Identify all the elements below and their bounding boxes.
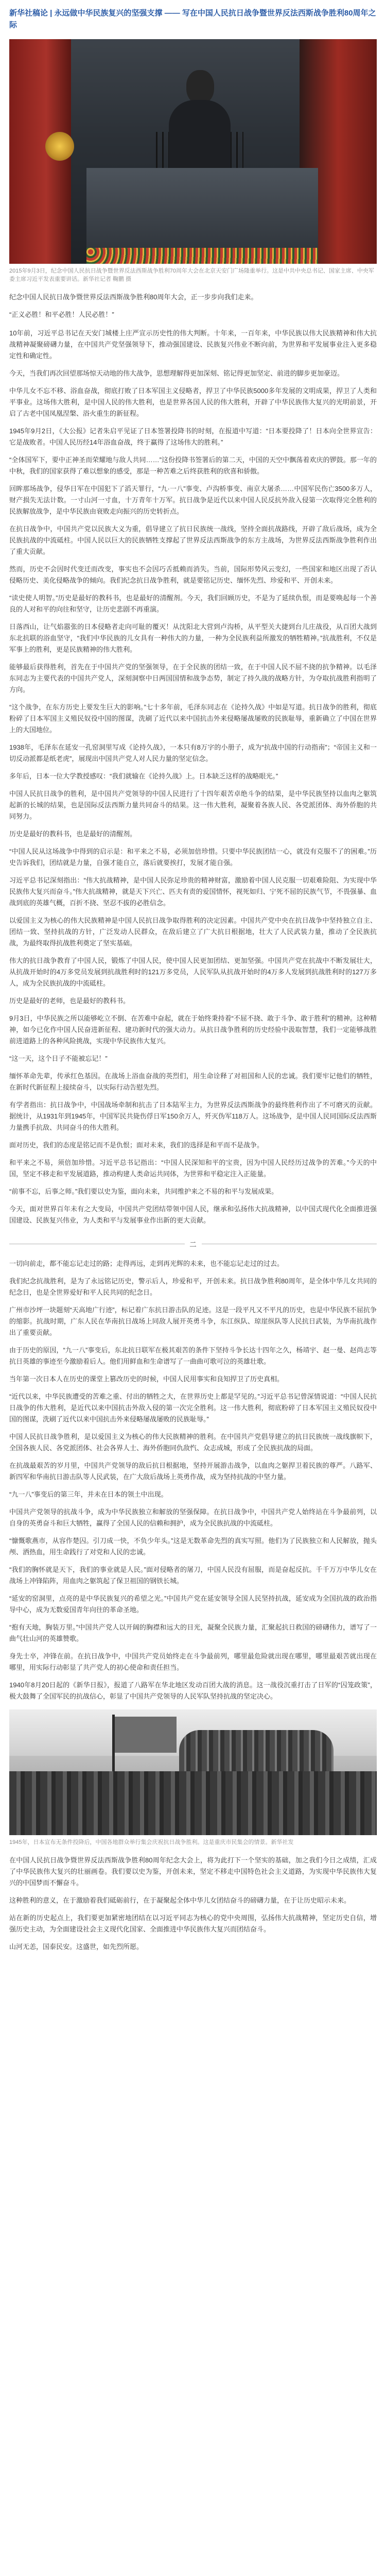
paragraph: 9月3日，中华民族之所以能够屹立不倒、在苦难中奋起，就在于始终秉持着“不屈不挠、敢于斗争、敢于胜利”的精神。这种精神，如今已化作中国人民奋进新征程、建功新时代的强大动力。从抗日战争胜利的历史经验中汲取智慧，我们一定能够战胜前进道路上的各种风险挑战，实现中华民族伟大复兴。 xyxy=(9,1014,377,1045)
paragraph: 1940年8月20日起的《新华日报》，报道了八路军在华北地区发动百团大战的消息。这一战役沉重打击了日军的“囚笼政策”，极大鼓舞了全国军民的抗战信心，彰显了中国共产党领导的人民军队坚持抗战的坚定决心。 xyxy=(9,1681,377,1700)
paragraph: “我们的胸怀就是天下，我们的事业就是人民。”面对侵略者的屠刀，中国人民没有屈服，而是奋起反抗。千千万万中华儿女在战场上冲锋陷阵，用血肉之躯筑起了保卫祖国的钢铁长城。 xyxy=(9,1566,377,1585)
paragraph: “九一八”事变后的第三年，并未在日本的领土中出现。 xyxy=(9,1490,168,1498)
paragraph: 一切向前走，都不能忘记走过的路；走得再远，走到再光辉的未来，也不能忘记走过的过去。 xyxy=(9,1260,284,1267)
paragraph: 1945年9月2日，《大公报》记者朱启平见证了日本签署投降书的时刻，在报道中写道：“日本要投降了！日本向全世界宣告：它是战败者。中国人民历经14年浴血奋战，终于赢得了这场伟大的胜利。” xyxy=(9,427,377,446)
paragraph: 历史是最好的教科书，也是最好的清醒剂。 xyxy=(9,830,137,838)
paragraph: 伟大的抗日战争教育了中国人民，锻炼了中国人民，使中国人民更加团结、更加坚强。中国共产党在抗战中不断发展壮大，从抗战开始时的4万多党员发展到抗战胜利时的121万多党员，人民军队从抗战开始时的4万多人发展到抗战胜利时的127万多人，成为全民族抗战的中流砥柱。 xyxy=(9,957,377,987)
paragraph: 10年前，习近平总书记在天安门城楼上庄严宣示历史性的伟大判断。十年来，一百年来，中华民族以伟大民族精神和伟大抗战精神凝聚磅礴力量，在中国共产党坚强领导下，推动强国建设、民族复兴伟业不断向前，为世界和平发展事业注入更多稳定性和确定性。 xyxy=(9,329,377,360)
photo2-caption: 1945年，日本宣布无条件投降后，中国各地群众举行集会庆祝抗日战争胜利。这是重庆市民集会的情景。新华社发 xyxy=(9,1839,294,1845)
paragraph: 身先士卒，冲锋在前。在抗日战争中，中国共产党员始终走在斗争最前列，哪里最危险就出现在哪里，哪里最艰苦就出现在哪里，用实际行动彰显了共产党人的初心使命和责任担当。 xyxy=(9,1652,377,1671)
paragraph: 在中国人民抗日战争暨世界反法西斯战争胜利80周年纪念大会上，将为此打下一个坚实的基础，加之我们今日之成绩，汇成了中华民族伟大复兴的壮丽画卷。我们要以史为鉴，开创未来，坚定不移走中国特色社会主义道路，为实现中华民族伟大复兴的中国梦而不懈奋斗。 xyxy=(9,1856,377,1887)
paragraph: “这个战争，在东方历史上要发生巨大的影响。”七十多年前，毛泽东同志在《论持久战》中如是写道。抗日战争的胜利，彻底粉碎了日本军国主义殖民奴役中国的图谋，洗刷了近代以来中国抗击外来侵略屡战屡败的民族耻辱，重新确立了中国在世界上的大国地位。 xyxy=(9,703,377,734)
section-number: 二 xyxy=(189,1240,197,1248)
paragraph: 今天，当我们再次回望那场惊天动地的伟大战争，思想理解得更加深刻、铭记得更加坚定、前进的脚步更加豪迈。 xyxy=(9,369,344,377)
paragraph: 有学者指出：抗日战争中，中国战场牵制和抗击了日本陆军主力，为世界反法西斯战争的最终胜利作出了不可磨灭的贡献。据统计，从1931年到1945年，中国军民共毙伤俘日军150余万人，歼灭伪军118万人。这场战争，是中国人民同国际反法西斯力量携手抗敌、共同奋斗的伟大胜利。 xyxy=(9,1101,377,1131)
paragraph: 和平来之不易，须倍加珍惜。习近平总书记指出：“中国人民深知和平的宝贵，因为中国人民经历过战争的苦难。”今天的中国，坚定不移走和平发展道路，推动构建人类命运共同体，为世界和平稳定注入正能量。 xyxy=(9,1159,377,1178)
paragraph: 回眸那场战争，侵华日军在中国犯下了滔天罪行，“九·一八”事变、卢沟桥事变、南京大屠杀……中国军民伤亡3500多万人，财产损失无法计数。一寸山河一寸血，十万青年十万军。抗日战争是近代以来中国人民反抗外敌入侵第一次取得完全胜利的民族解放战争，是中华民族由衰败走向振兴的历史转折点。 xyxy=(9,485,377,515)
paragraph: 当年第一次日本人在历史的课堂上篡改历史的时候，中国人民用事实和良知捍卫了历史真相。 xyxy=(9,1375,284,1383)
paragraph: “慷慨歌燕市，从容作楚囚。引刀成一快，不负少年头。”这是无数革命先烈的真实写照。他们为了民族独立和人民解放，抛头颅、洒热血，用生命践行了对党和人民的忠诚。 xyxy=(9,1537,377,1556)
paragraph: 由于历史的原因，“九一八”事变后，东北抗日联军在极其艰苦的条件下坚持斗争长达十四年之久，杨靖宇、赵一曼、赵尚志等抗日英雄的事迹至今激励着后人。他们用鲜血和生命谱写了一曲曲可歌可泣的英雄壮歌。 xyxy=(9,1346,377,1365)
article-header xyxy=(0,0,386,36)
article-title: 新华社稿论 | 永远做中华民族复兴的坚强支撑 —— 写在中国人民抗日战争暨世界反法西斯战争胜利80周年之际 xyxy=(9,9,376,29)
closing-line: 山河无恙，国泰民安。这盛世，如先烈所愿。 xyxy=(9,1943,144,1951)
national-emblem xyxy=(45,132,74,161)
victory-celebration-photo[interactable] xyxy=(9,1709,377,1835)
paragraph: “近代以来，中华民族遭受的苦难之重、付出的牺牲之大，在世界历史上都是罕见的。”习近平总书记曾深情说道：“中国人民抗日战争的伟大胜利，是近代以来中国抗击外敌入侵的第一次完全胜利。这一伟大胜利，彻底粉碎了日本军国主义殖民奴役中国的图谋，洗刷了近代以来中国抗击外来侵略屡战屡败的民族耻辱。” xyxy=(9,1393,377,1423)
paragraph: 中国共产党领导的抗战斗争，成为中华民族独立和解放的坚强保障。在抗日战争中，中国共产党人始终站在斗争最前列，以自身的英勇奋斗和巨大牺牲，赢得了全国人民的信赖和拥护，成为全民族抗战的中流砥柱。 xyxy=(9,1508,377,1527)
paragraph: 能够最后获得胜利，首先在于中国共产党的坚强领导，在于全民族的团结一致，在于中国人民不屈不挠的抗争精神。以毛泽东同志为主要代表的中国共产党人，深刻洞察中日两国国情和战争态势，制定了持久战的战略方针，为夺取抗战胜利指明了方向。 xyxy=(9,663,377,693)
paragraph: 中华儿女不忘不移、浴血奋战，彻底打败了日本军国主义侵略者，捍卫了中华民族5000多年发展的文明成果，捍卫了人类和平事业。这场伟大胜利，是中国人民的伟大胜利，也是世界各国人民的伟大胜利，开辟了中华民族伟大复兴的光明前景，开启了古老中国凤凰涅槃、浴火重生的新征程。 xyxy=(9,387,377,417)
paragraph: “全体国军下，要中正神圣而荣耀地与敌人共同……”这份投降书签署后的第二天，中国的天空中飘荡着欢庆的锣鼓。那一年的中秋，我们的国家获得了难以想象的感受，那是一种苦难之后终获胜利的欣喜和骄傲。 xyxy=(9,456,377,475)
paragraph: “抱有天地，胸装万里。”中国共产党人以开阔的胸襟和远大的目光，凝聚全民族力量，汇聚起抗日救国的磅礴伟力，谱写了一曲气壮山河的英雄赞歌。 xyxy=(9,1623,377,1642)
paragraph: 中国人民抗日战争的胜利，是中国共产党领导的中国人民进行了十四年艰苦卓绝斗争的结果，是中华民族坚持以血肉之躯筑起新的长城的结果，也是国际反法西斯力量共同奋斗的结果。这一伟大胜利，凝聚着各族人民、各党派团体、海外侨胞的共同努力。 xyxy=(9,790,377,820)
paragraph: “中国人民从这场战争中得到的启示是：和平来之不易，必须加倍珍惜。只要中华民族团结一心，就没有克服不了的困难。”历史告诉我们，团结就是力量，自强才能自立，落后就要挨打，发展才能自强。 xyxy=(9,848,377,867)
paragraph: 站在新的历史起点上，我们要更加紧密地团结在以习近平同志为核心的党中央周围，弘扬伟大抗战精神，坚定历史自信，增强历史主动，为全面建设社会主义现代化国家、全面推进中华民族伟大复兴而团结奋斗。 xyxy=(9,1914,377,1933)
paragraph: 日落西山，让气焰嚣张的日本侵略者走向可耻的覆灭！从沈阳北大营到卢沟桥，从平型关大捷到台儿庄战役，从百团大战到东北抗联的浴血坚守，“我们中华民族的儿女具有一种伟大的力量，一种为全民族利益所激发的牺牲精神。”抗战胜利，不仅是军事上的胜利，更是民族精神的伟大胜利。 xyxy=(9,623,377,653)
photo1-caption: 2015年9月3日，纪念中国人民抗日战争暨世界反法西斯战争胜利70周年大会在北京天安门广场隆重举行。这是中共中央总书记、国家主席、中央军委主席习近平发表重要讲话。新华社记者 鞠鹏 摄 xyxy=(9,268,374,282)
paragraph: 中国人民抗日战争胜利，是以爱国主义为核心的伟大民族精神的胜利。在中国共产党倡导建立的抗日民族统一战线旗帜下，全国各族人民、各党派团体、社会各界人士、海外侨胞同仇敌忾、众志成城，形成了全民族抗战的局面。 xyxy=(9,1433,377,1452)
paragraph: 广州市沙坪一块题刻“天高地广行迹”，标记着广东抗日游击队的足迹。这是一段平凡又不平凡的历史，也是中华民族不屈抗争的缩影。抗战时期，广东人民在华南抗日战场上同敌人展开英勇斗争，东江纵队、琼崖纵队等人民抗日武装，为华南抗战作出了重要贡献。 xyxy=(9,1306,377,1336)
paragraph: 缅怀革命先辈，传承红色基因。在战场上浴血奋战的英烈们，用生命诠释了对祖国和人民的忠诚。我们要牢记他们的牺牲，在新时代新征程上接续奋斗，以实际行动告慰先烈。 xyxy=(9,1072,377,1091)
paragraph: 在抗战最艰苦的岁月里，中国共产党领导的敌后抗日根据地，坚持开展游击战争，以血肉之躯捍卫着民族的尊严。八路军、新四军和华南抗日游击队等人民武装，在广大敌后战场上英勇作战，成为坚持抗战的中坚力量。 xyxy=(9,1462,377,1481)
paragraph: 习近平总书记深刻指出：“伟大抗战精神，是中国人民弥足珍贵的精神财富，激励着中国人民克服一切艰难险阻、为实现中华民族伟大复兴而奋斗。”伟大抗战精神，就是天下兴亡、匹夫有责的爱国情怀，视死如归、宁死不屈的民族气节，不畏强暴、血战到底的英雄气概，百折不挠、坚忍不拔的必胜信念。 xyxy=(9,876,377,907)
paragraph: 纪念中国人民抗日战争暨世界反法西斯战争胜利80周年大会，正一步步向我们走来。 xyxy=(9,293,258,301)
quote: “正义必胜！和平必胜！人民必胜！” xyxy=(9,311,114,318)
section-divider xyxy=(9,1238,377,1250)
paragraph: 以爱国主义为核心的伟大民族精神是中国人民抗日战争取得胜利的决定因素。中国共产党中央在抗日战争中坚持独立自主、团结一致、坚持抗战的方针，广泛发动人民群众，在敌后建立了广大抗日根据地，壮大了人民武装力量，推动了全民族抗战，为最终取得抗战胜利奠定了坚实基础。 xyxy=(9,917,377,947)
paragraph: 面对历史，我们的态度是铭记而不是仇恨；面对未来，我们的选择是和平而不是战争。 xyxy=(9,1141,264,1149)
paragraph: 在抗日战争中，中国共产党以民族大义为重，倡导建立了抗日民族统一战线，坚持全面抗战路线，开辟了敌后战场，成为全民族抗战的中流砥柱。中国人民以巨大的民族牺牲支撑起了世界反法西斯战争的东方主战场，为世界反法西斯战争胜利作出了重大贡献。 xyxy=(9,525,377,555)
paragraph: 1938年，毛泽东在延安一孔窑洞里写成《论持久战》，一本只有8万字的小册子，成为“抗战中国的行动指南”；“帝国主义和一切反动派都是纸老虎”，展现出中国共产党人对人民力量的坚定信念。 xyxy=(9,743,377,762)
parade-speech-photo[interactable] xyxy=(9,39,377,264)
paragraph: 今天，面对世界百年未有之大变局，中国共产党团结带领中国人民，继承和弘扬伟大抗战精神，以中国式现代化全面推进强国建设、民族复兴伟业，为人类和平与发展事业作出新的更大贡献。 xyxy=(9,1205,377,1224)
paragraph: “前事不忘，后事之师。”我们要以史为鉴，面向未来，共同维护来之不易的和平与发展成果。 xyxy=(9,1188,278,1195)
paragraph: 然而，历史不会因时代变迁而改变，事实也不会因巧舌抵赖而消失。当前，国际形势风云变幻，一些国家和地区出现了否认侵略历史、美化侵略战争的倾向。我们纪念抗日战争胜利，就是要铭记历史、缅怀先烈、珍爱和平、开创未来。 xyxy=(9,565,377,584)
paragraph: “读史使人明智。”历史是最好的教科书，也是最好的清醒剂。今天，我们回顾历史，不是为了延续仇恨，而是要唤起每一个善良的人对和平的向往和坚守，让历史悲剧不再重演。 xyxy=(9,594,377,613)
quote: “这一天，这个日子不能被忘记！” xyxy=(9,1055,108,1062)
paragraph: 历史是最好的老师，也是最好的教科书。 xyxy=(9,997,130,1005)
paragraph: 我们纪念抗战胜利，是为了永远铭记历史，警示后人，珍爱和平，开创未来。抗日战争胜利80周年，是全体中华儿女共同的纪念日，也是全世界爱好和平人民共同的纪念日。 xyxy=(9,1277,377,1296)
paragraph: 这种胜利的意义，在于激励着我们砥砺前行，在于凝聚起全体中华儿女团结奋斗的磅礴力量，在于让历史昭示未来。 xyxy=(9,1896,351,1904)
paragraph: 多年后，日本一位大学教授感叹：“我们就输在《论持久战》上。日本缺乏这样的战略眼光。” xyxy=(9,772,278,780)
paragraph: “延安的窑洞里，点亮的是中华民族复兴的希望之光。”中国共产党在延安领导全国人民坚持抗战，延安成为全国抗战的政治指导中心，成为无数爱国青年向往的革命圣地。 xyxy=(9,1595,377,1614)
